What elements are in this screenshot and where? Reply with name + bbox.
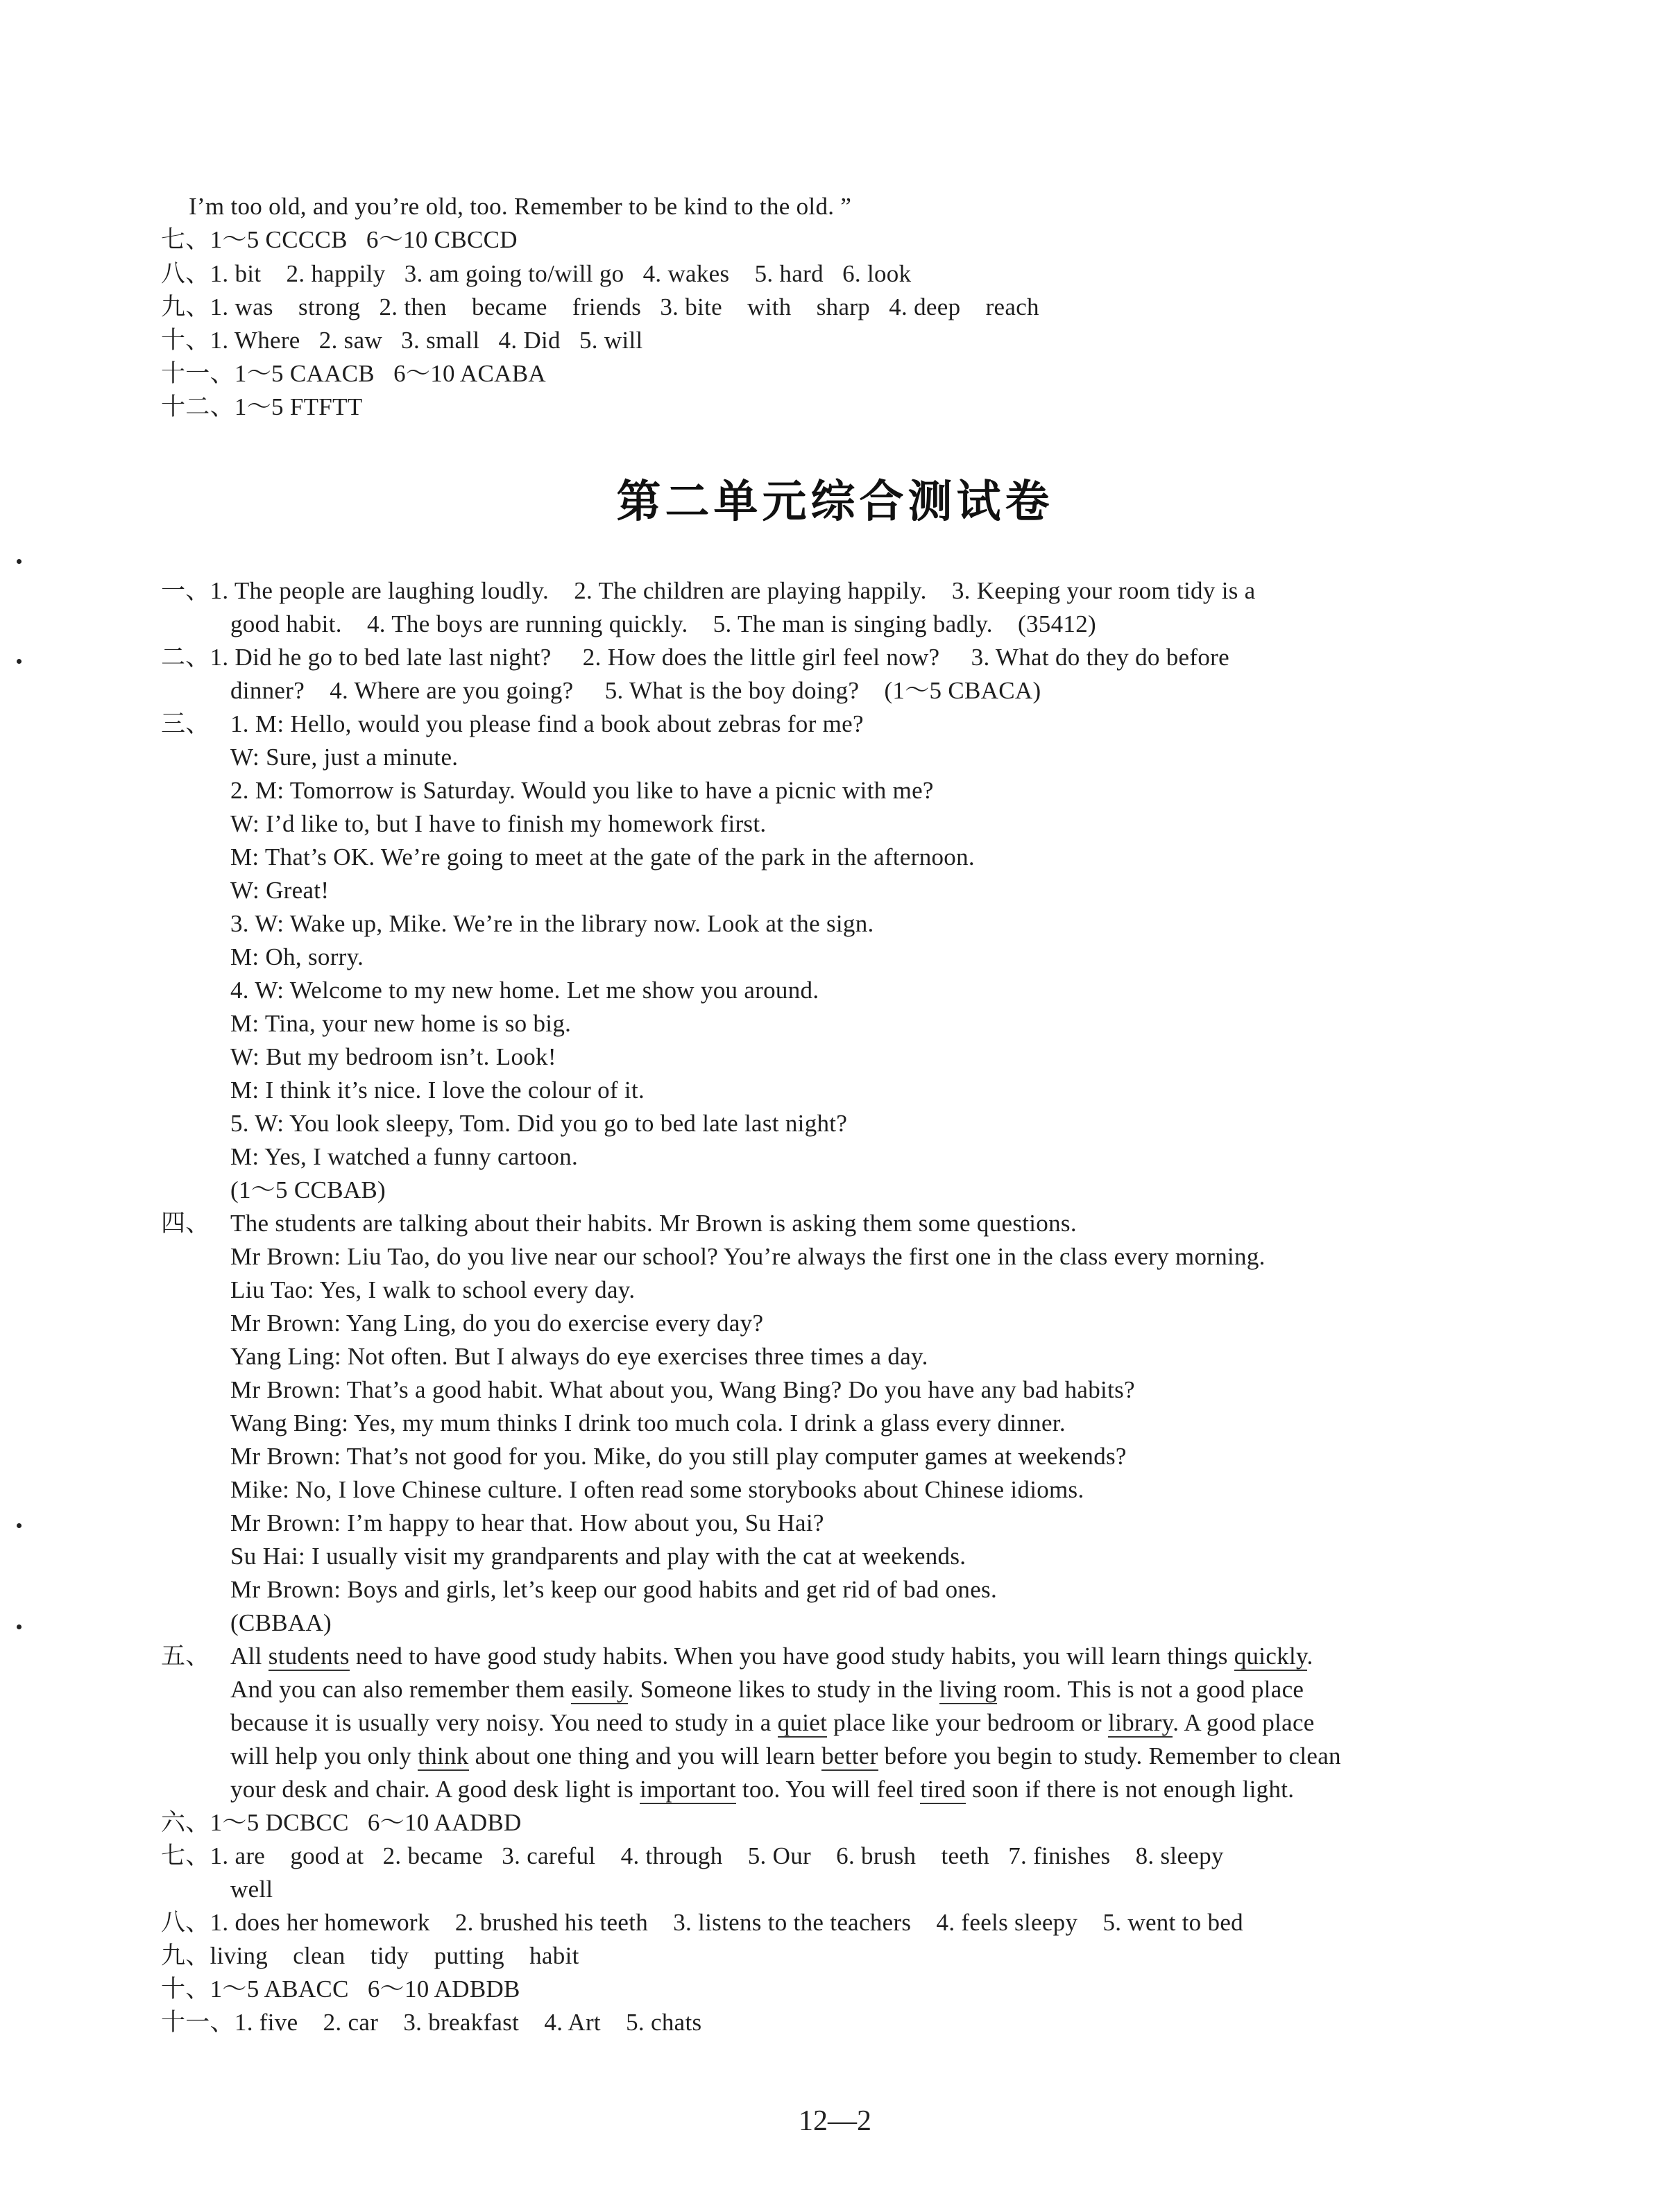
answer-line-q9 (161, 291, 1039, 324)
answer-text: 1～5 DCBCC 6～10 AADBD (210, 1809, 522, 1836)
dialogue-line: 5. W: You look sleepy, Tom. Did you go to bed late last night? (230, 1110, 848, 1137)
question-number: 十一、 (161, 360, 235, 387)
answer-text: 1～5 CAACB 6～10 ACABA (234, 360, 546, 387)
dialogue-line: M: I think it’s nice. I love the colour of it. (230, 1077, 645, 1104)
answer-text: 1. was strong 2. then became friends 3. bite with sharp 4. deep reach (210, 293, 1039, 320)
dialogue-line: W: I’d like to, but I have to finish my homework first. (230, 810, 767, 837)
question-number: 七、 (161, 1842, 210, 1869)
quote-ending: I’m too old, and you’re old, too. Remember to be kind to the old. ” (189, 193, 852, 220)
answer-line-q8 (161, 257, 911, 291)
answer-key: (CBBAA) (230, 1609, 332, 1636)
answer-text: 1. are good at 2. became 3. careful 4. through 5. Our 6. brush teeth 7. finishes 8. sleepy (210, 1842, 1224, 1869)
question-number: 七、 (161, 226, 210, 253)
dialogue-line: 2. M: Tomorrow is Saturday. Would you like to have a picnic with me? (230, 777, 934, 804)
filled-word: students (268, 1643, 350, 1670)
answer-line-s1 (161, 574, 1256, 608)
answer-line-q7 (161, 223, 518, 257)
dialogue-line: Mr Brown: That’s a good habit. What about you, Wang Bing? Do you have any bad habits? (230, 1376, 1135, 1403)
page-number: 12—2 (799, 2105, 871, 2137)
dialogue-line: W: Sure, just a minute. (230, 744, 459, 771)
answer-text: 1～5 FTFTT (234, 393, 363, 420)
question-number: 六、 (161, 1809, 210, 1836)
dialogue-line: 4. W: Welcome to my new home. Let me show you around. (230, 977, 819, 1004)
scan-dot (17, 659, 22, 664)
dialogue-line: 1. M: Hello, would you please find a book about zebras for me? (230, 710, 864, 737)
passage-line: will help you only think about one thing and you will learn better before you begin to study. Remember to clean (230, 1742, 1341, 1769)
question-number: 十二、 (161, 393, 235, 420)
answer-text: 1～5 ABACC 6～10 ADBDB (210, 1975, 520, 2003)
answer-text: 1. The people are laughing loudly. 2. The children are playing happily. 3. Keeping your room tidy is a (210, 577, 1256, 604)
answer-line-s7 (161, 1840, 1224, 1873)
answer-line-s6 (161, 1806, 522, 1840)
dialogue-line: Wang Bing: Yes, my mum thinks I drink too much cola. I drink a glass every dinner. (230, 1409, 1066, 1437)
dialogue-line: M: Tina, your new home is so big. (230, 1010, 572, 1037)
question-number: 九、 (161, 1942, 210, 1969)
passage-line: And you can also remember them easily. Someone likes to study in the living room. This is not a good place (230, 1676, 1304, 1703)
answer-line-q12 (161, 391, 362, 424)
dialogue-line: M: Yes, I watched a funny cartoon. (230, 1143, 579, 1170)
question-number: 一、 (161, 577, 210, 604)
answer-line-s8 (161, 1906, 1243, 1939)
question-number: 十一、 (161, 2009, 235, 2036)
passage-line: your desk and chair. A good desk light is important too. You will feel tired soon if there is not enough light. (230, 1776, 1295, 1803)
dialogue-line: W: But my bedroom isn’t. Look! (230, 1043, 556, 1070)
dialogue-line: M: Oh, sorry. (230, 943, 364, 970)
filled-word: living (939, 1676, 998, 1703)
answer-line-q11 (161, 357, 546, 391)
answer-line-s1-cont: good habit. 4. The boys are running quickly. 5. The man is singing badly. (35412) (230, 610, 1096, 637)
section-number-s3: 三、 (161, 710, 210, 737)
section-number-s5: 五、 (161, 1643, 210, 1670)
dialogue-line: Su Hai: I usually visit my grandparents and play with the cat at weekends. (230, 1543, 966, 1570)
dialogue-line: Mike: No, I love Chinese culture. I often read some storybooks about Chinese idioms. (230, 1476, 1084, 1503)
scan-dot (17, 1523, 22, 1528)
answer-text: 1～5 CCCCB 6～10 CBCCD (210, 226, 518, 253)
filled-word: important (640, 1776, 736, 1803)
answer-line-s7-cont: well (230, 1876, 273, 1903)
dialogue-line: 3. W: Wake up, Mike. We’re in the library now. Look at the sign. (230, 910, 874, 937)
question-number: 八、 (161, 260, 210, 287)
filled-word: think (418, 1742, 469, 1769)
answer-line-s2-cont: dinner? 4. Where are you going? 5. What is the boy doing? (1～5 CBACA) (230, 677, 1041, 704)
question-number: 十、 (161, 1975, 210, 2003)
answer-line-s9 (161, 1939, 579, 1973)
filled-word: easily (571, 1676, 628, 1703)
dialogue-line: The students are talking about their habits. Mr Brown is asking them some questions. (230, 1210, 1077, 1237)
dialogue-line: Mr Brown: That’s not good for you. Mike, do you still play computer games at weekends? (230, 1443, 1127, 1470)
question-number: 九、 (161, 293, 210, 320)
dialogue-line: W: Great! (230, 877, 330, 904)
passage-line: because it is usually very noisy. You need to study in a quiet place like your bedroom or library. A good place (230, 1709, 1315, 1736)
answer-line-s11 (161, 2006, 701, 2039)
answer-line-q10 (161, 324, 643, 357)
scan-dot (17, 559, 22, 564)
dialogue-line: Mr Brown: Boys and girls, let’s keep our good habits and get rid of bad ones. (230, 1576, 998, 1603)
section-number-s4: 四、 (161, 1210, 210, 1237)
question-number: 八、 (161, 1909, 210, 1936)
dialogue-line: Yang Ling: Not often. But I always do eye exercises three times a day. (230, 1343, 928, 1370)
answer-text: 1. five 2. car 3. breakfast 4. Art 5. chats (234, 2009, 702, 2036)
filled-word: tired (920, 1776, 966, 1803)
answer-text: living clean tidy putting habit (210, 1942, 579, 1969)
dialogue-line: Liu Tao: Yes, I walk to school every day. (230, 1276, 636, 1303)
passage-line: All students need to have good study habits. When you have good study habits, you will learn things quickly. (230, 1643, 1313, 1670)
answer-key: (1～5 CCBAB) (230, 1176, 386, 1203)
answer-text: 1. bit 2. happily 3. am going to/will go 4. wakes 5. hard 6. look (210, 260, 912, 287)
dialogue-line: Mr Brown: I’m happy to hear that. How about you, Su Hai? (230, 1509, 824, 1536)
dialogue-line: M: That’s OK. We’re going to meet at the gate of the park in the afternoon. (230, 843, 975, 871)
filled-word: quickly (1234, 1643, 1307, 1670)
filled-word: better (821, 1742, 878, 1769)
answer-line-s10 (161, 1973, 520, 2006)
answer-line-s2 (161, 641, 1229, 674)
question-number: 二、 (161, 644, 210, 671)
scan-dot (17, 1624, 22, 1629)
filled-word: library (1108, 1709, 1173, 1736)
filled-word: quiet (777, 1709, 828, 1736)
answer-text: 1. Did he go to bed late last night? 2. How does the little girl feel now? 3. What do they do before (210, 644, 1229, 671)
answer-text: 1. Where 2. saw 3. small 4. Did 5. will (210, 327, 643, 354)
dialogue-line: Mr Brown: Yang Ling, do you do exercise every day? (230, 1310, 764, 1337)
dialogue-line: Mr Brown: Liu Tao, do you live near our school? You’re always the first one in the class every morning. (230, 1243, 1266, 1270)
answer-text: 1. does her homework 2. brushed his teeth 3. listens to the teachers 4. feels sleepy 5. went to bed (210, 1909, 1243, 1936)
question-number: 十、 (161, 327, 210, 354)
unit-title: 第二单元综合测试卷 (616, 476, 1054, 528)
